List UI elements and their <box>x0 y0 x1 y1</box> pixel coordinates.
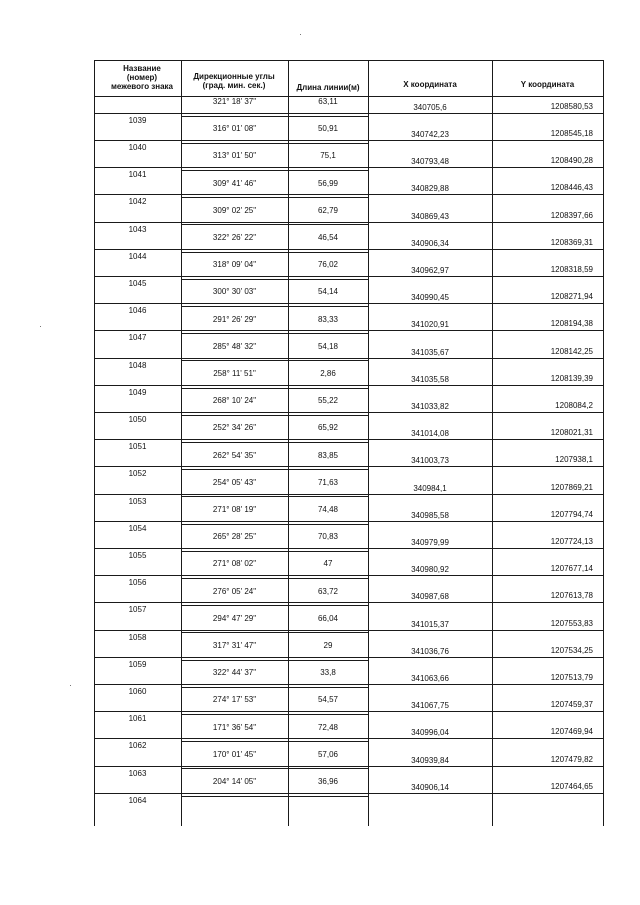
line-length-cell: 72,48 <box>317 723 339 732</box>
table-row-rule <box>181 768 369 769</box>
line-length-cell: 70,83 <box>317 532 339 541</box>
boundary-mark-name-cell: 1040 <box>128 143 147 152</box>
direction-angle-cell: 313° 01' 50" <box>212 151 257 160</box>
x-coordinate-cell: 341020,91 <box>411 320 449 329</box>
table-row-rule <box>94 167 604 168</box>
table-row-rule <box>181 605 369 606</box>
x-coordinate-cell: 340906,34 <box>411 239 449 248</box>
x-coordinate-cell: 340906,14 <box>411 783 449 792</box>
table-row-rule <box>181 551 369 552</box>
header-angle-line: (град. мин. сек.) <box>202 81 266 90</box>
table-row-rule <box>94 575 604 576</box>
x-coordinate-cell: 340962,97 <box>411 266 449 275</box>
direction-angle-cell: 285° 48' 32" <box>212 342 257 351</box>
boundary-mark-name-cell: 1050 <box>128 415 147 424</box>
y-coordinate-cell: 1208084,2 <box>555 401 593 410</box>
table-row-rule <box>181 496 369 497</box>
direction-angle-cell: 317° 31' 47" <box>212 641 257 650</box>
table-row-rule <box>94 439 604 440</box>
y-coordinate-cell: 1207613,78 <box>550 591 593 600</box>
direction-angle-cell: 309° 41' 46" <box>212 179 257 188</box>
direction-angle-cell: 291° 26' 29" <box>212 315 257 324</box>
y-coordinate-cell: 1207794,74 <box>550 510 593 519</box>
x-coordinate-cell: 341003,73 <box>411 456 449 465</box>
direction-angle-cell: 322° 26' 22" <box>212 233 257 242</box>
line-length-cell: 66,04 <box>317 614 339 623</box>
boundary-mark-name-cell: 1057 <box>128 605 147 614</box>
scan-speck <box>70 685 71 686</box>
line-length-cell: 2,86 <box>320 369 336 378</box>
line-length-cell: 83,85 <box>317 451 339 460</box>
table-row-rule <box>181 632 369 633</box>
table-row-rule <box>94 602 604 603</box>
y-coordinate-cell: 1208194,38 <box>550 319 593 328</box>
x-coordinate-cell: 340984,1 <box>413 484 447 493</box>
line-length-cell: 50,91 <box>317 124 339 133</box>
table-row-rule <box>94 303 604 304</box>
y-coordinate-cell: 1208446,43 <box>550 183 593 192</box>
table-row-rule <box>94 222 604 223</box>
direction-angle-cell: 170° 01' 45" <box>212 750 257 759</box>
x-coordinate-cell: 340742,23 <box>411 130 449 139</box>
boundary-mark-name-cell: 1039 <box>128 116 147 125</box>
direction-angle-cell: 294° 47' 29" <box>212 614 257 623</box>
y-coordinate-cell: 1207459,37 <box>550 700 593 709</box>
table-row-rule <box>94 657 604 658</box>
y-coordinate-cell: 1208397,66 <box>550 211 593 220</box>
direction-angle-cell: 321° 18' 37" <box>212 97 257 106</box>
y-coordinate-cell: 1207553,83 <box>550 619 593 628</box>
boundary-mark-name-cell: 1055 <box>128 551 147 560</box>
table-row-rule <box>94 494 604 495</box>
y-coordinate-cell: 1207724,13 <box>550 537 593 546</box>
x-coordinate-cell: 341035,67 <box>411 348 449 357</box>
header-y: Y координата <box>520 80 575 89</box>
boundary-mark-name-cell: 1062 <box>128 741 147 750</box>
direction-angle-cell: 258° 11' 51" <box>213 369 256 378</box>
line-length-cell: 63,11 <box>318 97 338 106</box>
table-row-rule <box>94 738 604 739</box>
direction-angle-cell: 254° 05' 43" <box>212 478 257 487</box>
table-row-rule <box>181 714 369 715</box>
line-length-cell: 75,1 <box>320 151 336 160</box>
x-coordinate-cell: 340829,88 <box>411 184 449 193</box>
x-coordinate-cell: 341035,58 <box>411 375 449 384</box>
table-row-rule <box>181 252 369 253</box>
boundary-mark-name-cell: 1042 <box>128 197 147 206</box>
x-coordinate-cell: 341014,08 <box>411 429 449 438</box>
y-coordinate-cell: 1207869,21 <box>550 483 593 492</box>
table-row-rule <box>94 521 604 522</box>
boundary-mark-name-cell: 1041 <box>128 170 147 179</box>
y-coordinate-cell: 1208580,53 <box>550 102 593 111</box>
header-angle-line: Дирекционные углы <box>193 72 275 81</box>
direction-angle-cell: 300° 30' 03" <box>212 287 257 296</box>
table-row-rule <box>181 360 369 361</box>
direction-angle-cell: 274° 17' 53" <box>212 695 257 704</box>
table-row-rule <box>181 741 369 742</box>
table-row-rule <box>94 766 604 767</box>
y-coordinate-cell: 1208139,39 <box>550 374 593 383</box>
table-row-rule <box>94 358 604 359</box>
x-coordinate-cell: 340996,04 <box>411 728 449 737</box>
x-coordinate-cell: 340990,45 <box>411 293 449 302</box>
header-length: Длина линии(м) <box>296 83 360 92</box>
direction-angle-cell: 309° 02' 25" <box>212 206 257 215</box>
header-x: X координата <box>403 80 457 89</box>
table-row-rule <box>181 469 369 470</box>
direction-angle-cell: 262° 54' 35" <box>212 451 257 460</box>
table-row-rule <box>94 548 604 549</box>
table-row-rule <box>181 143 369 144</box>
line-length-cell: 47 <box>323 559 333 568</box>
direction-angle-cell: 171° 36' 54" <box>212 723 257 732</box>
boundary-mark-name-cell: 1053 <box>128 497 147 506</box>
x-coordinate-cell: 340979,99 <box>411 538 449 547</box>
boundary-mark-name-cell: 1059 <box>128 660 147 669</box>
y-coordinate-cell: 1207534,25 <box>550 646 593 655</box>
table-row-rule <box>181 524 369 525</box>
boundary-mark-name-cell: 1064 <box>128 796 147 805</box>
y-coordinate-cell: 1207677,14 <box>550 564 593 573</box>
y-coordinate-cell: 1208545,18 <box>550 129 593 138</box>
boundary-mark-name-cell: 1043 <box>128 225 147 234</box>
direction-angle-cell: 316° 01' 08" <box>212 124 257 133</box>
table-row-rule <box>94 630 604 631</box>
line-length-cell: 63,72 <box>317 587 339 596</box>
line-length-cell: 54,57 <box>317 695 339 704</box>
x-coordinate-cell: 341067,75 <box>411 701 449 710</box>
header-name-line: межевого знака <box>110 82 174 91</box>
boundary-mark-name-cell: 1048 <box>128 361 147 370</box>
table-row-rule <box>94 711 604 712</box>
table-row-rule <box>181 388 369 389</box>
boundary-mark-name-cell: 1052 <box>128 469 147 478</box>
x-coordinate-cell: 341015,37 <box>411 620 449 629</box>
y-coordinate-cell: 1208369,31 <box>550 238 593 247</box>
direction-angle-cell: 318° 09' 04" <box>212 260 257 269</box>
scan-speck <box>40 326 41 327</box>
x-coordinate-cell: 340793,48 <box>411 157 449 166</box>
line-length-cell: 65,92 <box>317 423 339 432</box>
line-length-cell: 74,48 <box>317 505 339 514</box>
y-coordinate-cell: 1207464,65 <box>550 782 593 791</box>
x-coordinate-cell: 340985,58 <box>411 511 449 520</box>
direction-angle-cell: 204° 14' 05" <box>212 777 257 786</box>
y-coordinate-cell: 1208318,59 <box>550 265 593 274</box>
table-row-rule <box>181 442 369 443</box>
x-coordinate-cell: 340705,6 <box>413 103 447 112</box>
line-length-cell: 54,18 <box>317 342 339 351</box>
table-row-rule <box>181 687 369 688</box>
table-row-rule <box>181 197 369 198</box>
boundary-mark-name-cell: 1044 <box>128 252 147 261</box>
x-coordinate-cell: 341063,66 <box>411 674 449 683</box>
header-name-line: (номер) <box>126 73 158 82</box>
x-coordinate-cell: 340869,43 <box>411 212 449 221</box>
header-name <box>94 64 190 91</box>
y-coordinate-cell: 1208271,94 <box>550 292 593 301</box>
line-length-cell: 36,96 <box>317 777 339 786</box>
boundary-mark-name-cell: 1061 <box>128 714 147 723</box>
boundary-mark-name-cell: 1047 <box>128 333 147 342</box>
y-coordinate-cell: 1207513,79 <box>550 673 593 682</box>
boundary-mark-name-cell: 1045 <box>128 279 147 288</box>
table-row-rule <box>181 116 369 117</box>
table-row-rule <box>94 684 604 685</box>
x-coordinate-cell: 340939,84 <box>411 756 449 765</box>
direction-angle-cell: 322° 44' 37" <box>212 668 257 677</box>
line-length-cell: 29 <box>323 641 333 650</box>
table-row-rule <box>94 412 604 413</box>
boundary-mark-name-cell: 1058 <box>128 633 147 642</box>
x-coordinate-cell: 340987,68 <box>411 592 449 601</box>
header-name-line: Название <box>123 64 161 73</box>
line-length-cell: 33,8 <box>320 668 336 677</box>
y-coordinate-cell: 1208142,25 <box>550 347 593 356</box>
boundary-mark-name-cell: 1049 <box>128 388 147 397</box>
boundary-mark-name-cell: 1060 <box>128 687 147 696</box>
scan-speck <box>300 34 301 35</box>
x-coordinate-cell: 341036,76 <box>411 647 449 656</box>
x-coordinate-cell: 341033,82 <box>411 402 449 411</box>
direction-angle-cell: 265° 28' 25" <box>212 532 257 541</box>
table-row-rule <box>94 385 604 386</box>
table-row-rule <box>181 333 369 334</box>
line-length-cell: 55,22 <box>317 396 339 405</box>
boundary-mark-name-cell: 1063 <box>128 769 147 778</box>
boundary-mark-name-cell: 1054 <box>128 524 147 533</box>
line-length-cell: 54,14 <box>317 287 339 296</box>
y-coordinate-cell: 1207469,94 <box>550 727 593 736</box>
y-coordinate-cell: 1208021,31 <box>550 428 593 437</box>
line-length-cell: 71,63 <box>317 478 339 487</box>
header-angle <box>181 72 287 90</box>
table-row-rule <box>181 796 369 797</box>
table-row-rule <box>94 60 604 61</box>
table-row-rule <box>181 415 369 416</box>
table-row-rule <box>181 279 369 280</box>
y-coordinate-cell: 1207938,1 <box>555 455 593 464</box>
direction-angle-cell: 276° 05' 24" <box>212 587 257 596</box>
line-length-cell: 83,33 <box>317 315 339 324</box>
table-row-rule <box>94 330 604 331</box>
table-row-rule <box>94 793 604 794</box>
table-row-rule <box>181 306 369 307</box>
line-length-cell: 62,79 <box>317 206 339 215</box>
y-coordinate-cell: 1207479,82 <box>550 755 593 764</box>
boundary-mark-name-cell: 1051 <box>128 442 147 451</box>
table-row-rule <box>181 224 369 225</box>
boundary-mark-name-cell: 1056 <box>128 578 147 587</box>
line-length-cell: 76,02 <box>317 260 339 269</box>
line-length-cell: 57,06 <box>317 750 339 759</box>
direction-angle-cell: 271° 08' 19" <box>212 505 257 514</box>
table-row-rule <box>94 140 604 141</box>
line-length-cell: 56,99 <box>317 179 339 188</box>
table-row-rule <box>94 276 604 277</box>
table-row-rule <box>94 113 604 114</box>
table-row-rule <box>181 578 369 579</box>
y-coordinate-cell: 1208490,28 <box>550 156 593 165</box>
line-length-cell: 46,54 <box>317 233 339 242</box>
direction-angle-cell: 268° 10' 24" <box>212 396 257 405</box>
table-row-rule <box>94 249 604 250</box>
x-coordinate-cell: 340980,92 <box>411 565 449 574</box>
boundary-mark-name-cell: 1046 <box>128 306 147 315</box>
direction-angle-cell: 271° 08' 02" <box>212 559 257 568</box>
direction-angle-cell: 252° 34' 26" <box>212 423 257 432</box>
table-row-rule <box>94 194 604 195</box>
table-row-rule <box>181 660 369 661</box>
table-row-rule <box>94 466 604 467</box>
table-row-rule <box>181 170 369 171</box>
